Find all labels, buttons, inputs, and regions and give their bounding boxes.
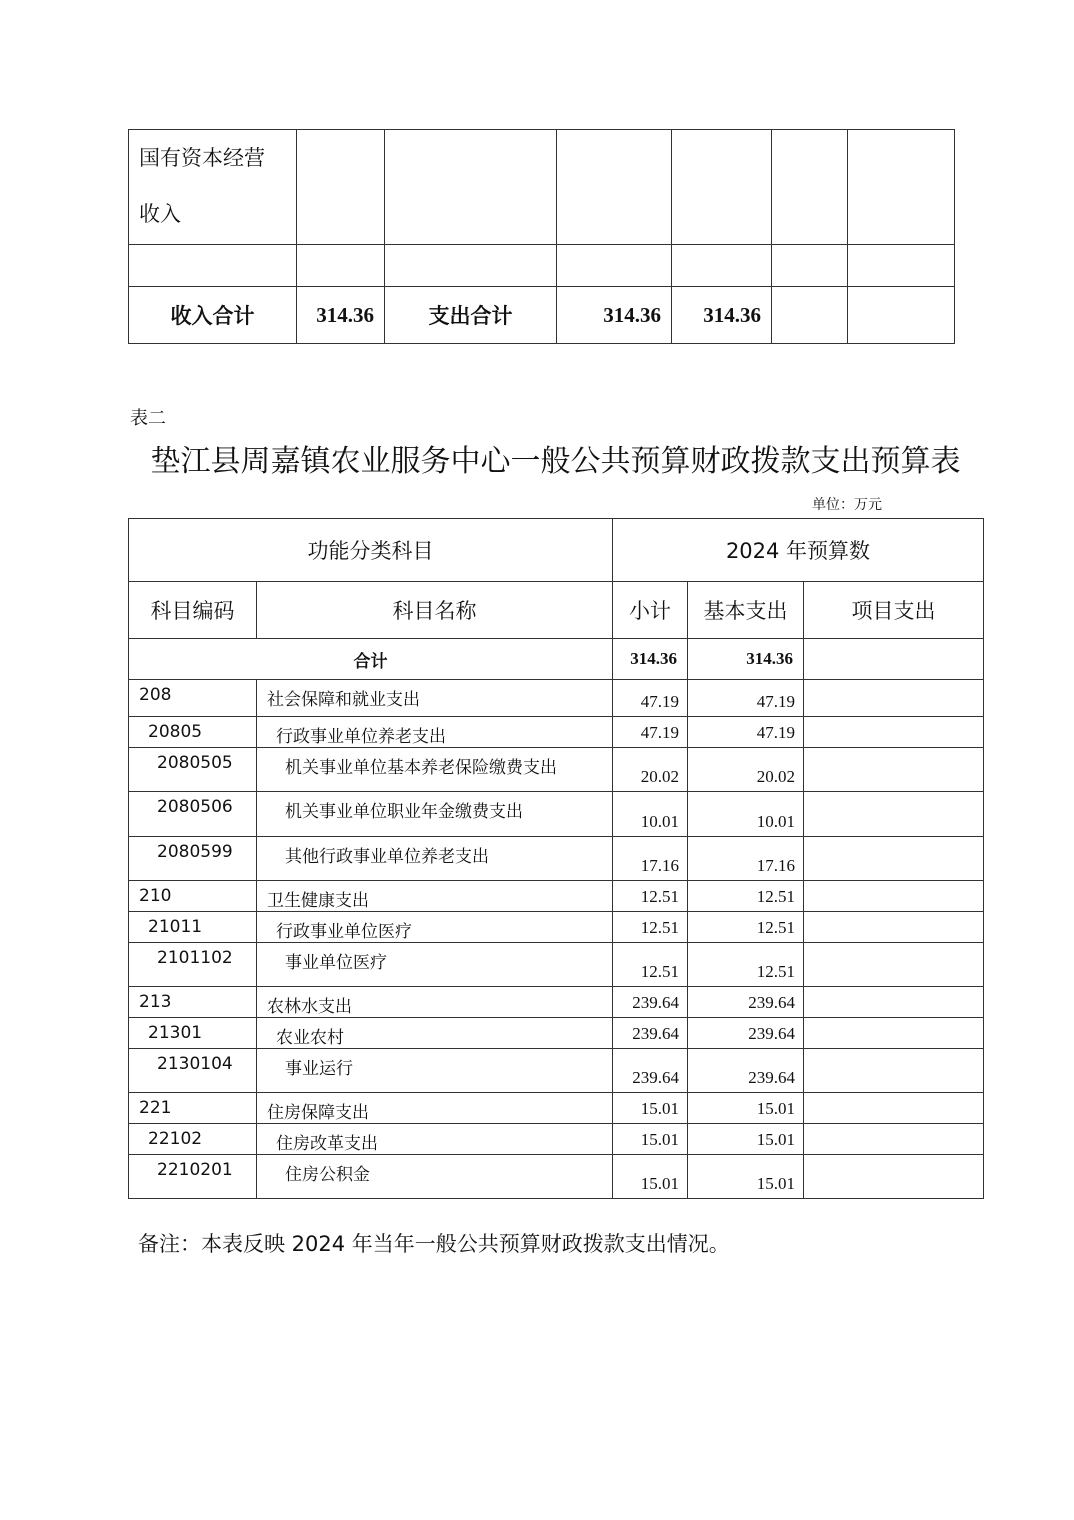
subject-name: 其他行政事业单位养老支出 xyxy=(257,837,613,881)
basic-value: 17.16 xyxy=(688,837,804,881)
table-row xyxy=(129,130,955,245)
unit-label: 单位：万元 xyxy=(812,497,882,513)
sum-basic: 314.36 xyxy=(688,639,804,680)
subtotal-value: 12.51 xyxy=(613,912,688,943)
table-row xyxy=(129,1093,984,1124)
subtotal-value: 239.64 xyxy=(613,987,688,1018)
empty-cell xyxy=(297,130,385,245)
footnote: 备注：本表反映 2024 年当年一般公共预算财政拨款支出情况。 xyxy=(138,1232,730,1256)
table-row xyxy=(129,717,984,748)
project-value xyxy=(804,837,984,881)
subtotal-value: 10.01 xyxy=(613,792,688,837)
income-total-value: 314.36 xyxy=(297,287,385,344)
empty-cell xyxy=(848,130,955,245)
basic-value: 20.02 xyxy=(688,748,804,792)
income-total-label: 收入合计 xyxy=(129,287,297,344)
project-value xyxy=(804,987,984,1018)
table-row xyxy=(129,245,955,287)
basic-value: 12.51 xyxy=(688,943,804,987)
subject-code: 221 xyxy=(129,1093,257,1124)
sum-project xyxy=(804,639,984,680)
table-row xyxy=(129,943,984,987)
project-value xyxy=(804,1018,984,1049)
basic-value: 239.64 xyxy=(688,1049,804,1093)
project-value xyxy=(804,1155,984,1199)
project-value xyxy=(804,1049,984,1093)
subject-code: 2130104 xyxy=(129,1049,257,1093)
budget-expenditure-table xyxy=(128,518,984,1199)
basic-value: 12.51 xyxy=(688,912,804,943)
subtotal-value: 17.16 xyxy=(613,837,688,881)
table-row xyxy=(129,1018,984,1049)
table-row xyxy=(129,881,984,912)
subtotal-value: 12.51 xyxy=(613,943,688,987)
subtotal-value: 47.19 xyxy=(613,717,688,748)
empty-cell xyxy=(297,245,385,287)
subject-code: 21011 xyxy=(129,912,257,943)
project-value xyxy=(804,680,984,717)
basic-value: 239.64 xyxy=(688,1018,804,1049)
table-row xyxy=(129,987,984,1018)
subtotal-value: 15.01 xyxy=(613,1124,688,1155)
empty-cell xyxy=(848,287,955,344)
empty-cell xyxy=(557,245,672,287)
subject-code: 2101102 xyxy=(129,943,257,987)
subject-code: 21301 xyxy=(129,1018,257,1049)
subject-name: 事业运行 xyxy=(257,1049,613,1093)
sum-row xyxy=(129,639,984,680)
empty-cell xyxy=(848,245,955,287)
header-project-expense: 项目支出 xyxy=(804,582,984,639)
page-title: 垫江县周嘉镇农业服务中心一般公共预算财政拨款支出预算表 xyxy=(150,444,961,479)
row-label-line: 国有资本经营 xyxy=(139,146,265,170)
empty-cell xyxy=(772,287,848,344)
empty-cell xyxy=(772,245,848,287)
table-row xyxy=(129,837,984,881)
project-value xyxy=(804,748,984,792)
row-label-line: 收入 xyxy=(139,202,181,226)
subject-code: 22102 xyxy=(129,1124,257,1155)
subtotal-value: 239.64 xyxy=(613,1049,688,1093)
subject-code: 208 xyxy=(129,680,257,717)
empty-cell xyxy=(385,130,557,245)
row-label xyxy=(129,130,297,245)
project-value xyxy=(804,1124,984,1155)
empty-cell xyxy=(385,245,557,287)
table-row xyxy=(129,792,984,837)
subject-name: 社会保障和就业支出 xyxy=(257,680,613,717)
expense-total-value: 314.36 xyxy=(557,287,672,344)
basic-value: 12.51 xyxy=(688,881,804,912)
subtotal-value: 15.01 xyxy=(613,1155,688,1199)
subject-name: 农林水支出 xyxy=(257,987,613,1018)
project-value xyxy=(804,717,984,748)
subject-code: 2210201 xyxy=(129,1155,257,1199)
subject-name: 机关事业单位职业年金缴费支出 xyxy=(257,792,613,837)
header-functional-classification: 功能分类科目 xyxy=(129,519,613,582)
header-code: 科目编码 xyxy=(129,582,257,639)
table-row xyxy=(129,748,984,792)
table-row xyxy=(129,1049,984,1093)
table-number-label: 表二 xyxy=(130,408,166,429)
project-value xyxy=(804,912,984,943)
subject-name: 住房保障支出 xyxy=(257,1093,613,1124)
basic-value: 10.01 xyxy=(688,792,804,837)
table-row xyxy=(129,1155,984,1199)
subject-code: 2080506 xyxy=(129,792,257,837)
empty-cell xyxy=(557,130,672,245)
subject-name: 住房公积金 xyxy=(257,1155,613,1199)
subject-name: 事业单位医疗 xyxy=(257,943,613,987)
table-row xyxy=(129,912,984,943)
project-value xyxy=(804,792,984,837)
subject-name: 住房改革支出 xyxy=(257,1124,613,1155)
subject-code: 2080505 xyxy=(129,748,257,792)
expense-total-label: 支出合计 xyxy=(385,287,557,344)
subject-name: 卫生健康支出 xyxy=(257,881,613,912)
basic-value: 47.19 xyxy=(688,680,804,717)
basic-value: 47.19 xyxy=(688,717,804,748)
project-value xyxy=(804,881,984,912)
subtotal-value: 12.51 xyxy=(613,881,688,912)
subtotal-value: 20.02 xyxy=(613,748,688,792)
header-row-columns xyxy=(129,582,984,639)
expense-total-value: 314.36 xyxy=(672,287,772,344)
table-row xyxy=(129,680,984,717)
subtotal-value: 47.19 xyxy=(613,680,688,717)
subject-code: 20805 xyxy=(129,717,257,748)
subject-name: 行政事业单位医疗 xyxy=(257,912,613,943)
empty-cell xyxy=(129,245,297,287)
subject-code: 210 xyxy=(129,881,257,912)
header-basic-expense: 基本支出 xyxy=(688,582,804,639)
empty-cell xyxy=(772,130,848,245)
empty-cell xyxy=(672,130,772,245)
sum-label: 合计 xyxy=(129,639,613,680)
basic-value: 15.01 xyxy=(688,1124,804,1155)
project-value xyxy=(804,943,984,987)
basic-value: 239.64 xyxy=(688,987,804,1018)
header-name: 科目名称 xyxy=(257,582,613,639)
table-row xyxy=(129,1124,984,1155)
header-subtotal: 小计 xyxy=(613,582,688,639)
income-expense-summary-table xyxy=(128,129,955,344)
header-row-group xyxy=(129,519,984,582)
basic-value: 15.01 xyxy=(688,1155,804,1199)
subject-code: 2080599 xyxy=(129,837,257,881)
total-row xyxy=(129,287,955,344)
empty-cell xyxy=(672,245,772,287)
subject-name: 行政事业单位养老支出 xyxy=(257,717,613,748)
project-value xyxy=(804,1093,984,1124)
basic-value: 15.01 xyxy=(688,1093,804,1124)
subtotal-value: 15.01 xyxy=(613,1093,688,1124)
sum-subtotal: 314.36 xyxy=(613,639,688,680)
header-budget-year: 2024 年预算数 xyxy=(613,519,984,582)
subject-code: 213 xyxy=(129,987,257,1018)
subject-name: 机关事业单位基本养老保险缴费支出 xyxy=(257,748,613,792)
subject-name: 农业农村 xyxy=(257,1018,613,1049)
subtotal-value: 239.64 xyxy=(613,1018,688,1049)
